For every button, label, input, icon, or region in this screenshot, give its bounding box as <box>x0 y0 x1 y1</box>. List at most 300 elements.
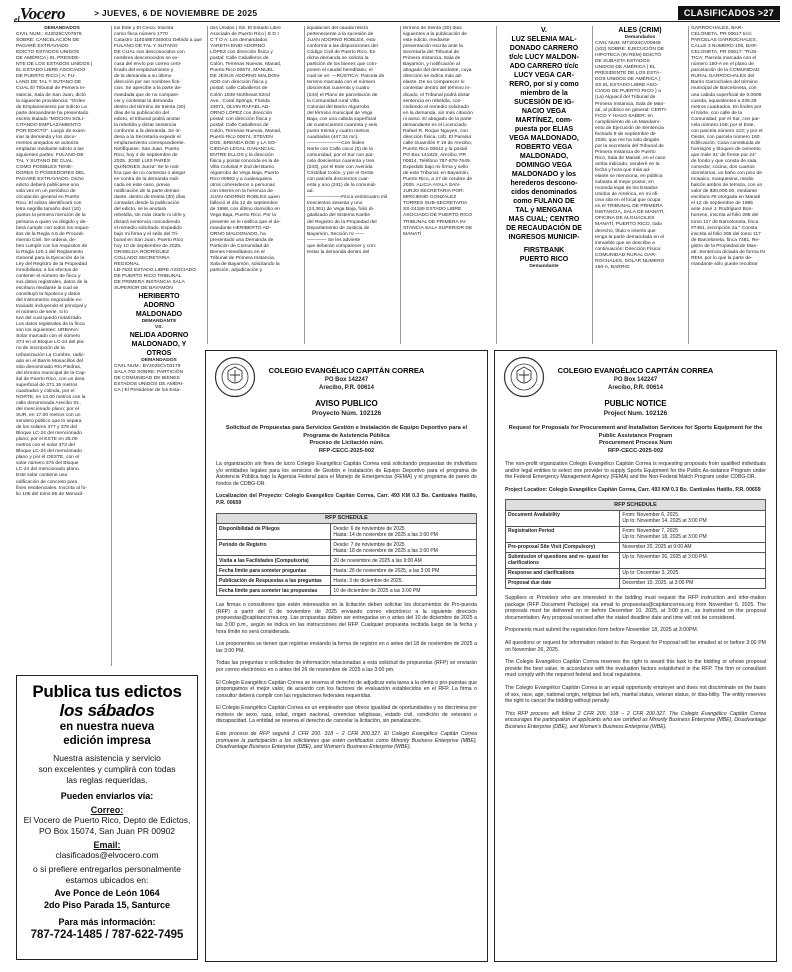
text-line: ———————Finca veinticuatro mil <box>307 195 388 201</box>
text-line: Rico, Sala de Manatí, en el caso <box>595 155 666 161</box>
text-line: trescientos sesenta y uno <box>307 201 363 207</box>
text-line: en contra de la demanda radi- <box>114 177 180 183</box>
rfp-description: Solicitud de Propuestas para Servicios Gestión e Instalación de Equipo Deportivo para el Programa de Asistencia Pública <box>225 425 468 439</box>
text-line: MANATÍ, PUERTO RICO, todo <box>595 222 662 228</box>
text-line: REGIONAL. <box>114 261 141 267</box>
text-line: Unidos de América, en mi ofi- <box>595 192 659 198</box>
text-line: ni aviso. El abogado de la parte <box>403 116 472 122</box>
text-line: homme, inscrita al folio 265 del <box>691 213 759 219</box>
text-line: de 1998, con último domicilio en <box>210 207 280 213</box>
text-line: dicha demanda se solicita la <box>307 56 369 62</box>
versus-label: V. <box>541 27 547 34</box>
text-line: gistro de la Propiedad de Man- <box>691 243 758 249</box>
text-line: cer y contestar la demanda <box>114 98 173 104</box>
text-line: liquidación del caudal relicto <box>307 26 369 31</box>
text-line: Baja, con una cabida superficial <box>307 116 377 122</box>
text-line: Vega Baja, Puerto Rico. Por la <box>210 213 277 219</box>
text-line: ORNO LÓPEZ con dirección <box>210 110 273 116</box>
text-line: CIVIL NUM. MT2024CV00848 <box>595 41 661 47</box>
notice-paragraph: The Colegio Evangélico Capitán Correa reserves the right to award this task to the bidding or whose proposal provide the best value, in accordance with the evaluation factors established in the RFP. The firm or consultant must comply with the required federal and local regulations. <box>505 659 766 679</box>
party-name: RERO, por sí y como <box>509 81 579 88</box>
text-line: ADO con dirección física y <box>210 80 268 86</box>
promo-text: o si prefiere entregarlos personalmente <box>33 864 181 874</box>
text-line: el 12 de septiembre de 1995 <box>691 201 753 207</box>
schedule-row <box>217 540 477 556</box>
notice-title: AVISO PUBLICO <box>315 399 378 408</box>
schedule-row <box>217 566 477 576</box>
party-name: DOMINGO VEGA <box>515 162 572 169</box>
schedule-row <box>506 578 766 588</box>
text-line: NORTE, en 13.00 metros con la <box>16 394 86 400</box>
org-name: COLEGIO EVANGÉLICO CAPITÁN CORREA <box>268 366 425 375</box>
text-line: Código Civil de Puerto Rico. En <box>307 50 376 56</box>
text-line: cumplimiento de un Mandami- <box>595 119 661 125</box>
promo-title: Publica tus edictos <box>32 682 182 701</box>
text-line: ENTRE ELLOS y la dirección <box>210 152 274 158</box>
text-line: cuadrados (447.34 mc). <box>307 134 359 140</box>
schedule-dates <box>620 568 766 578</box>
schedule-row <box>506 542 766 552</box>
text-line: PAGARÉ EXTRAVIADO <box>16 44 69 50</box>
text-line: Bloque LC-24 del mencionado <box>16 431 82 437</box>
text-line: PO Box 141823, Arecibo, PR <box>403 152 467 158</box>
text-line: punto treinta y cuatro metros <box>307 128 370 134</box>
text-line: letra negrilla tamaño diez (10) <box>16 207 81 213</box>
party-role: DEMANDADOS <box>141 358 177 364</box>
text-line: conforme a la demanda. Se or- <box>114 128 182 134</box>
promo-phones: 787-724-1485 / 787-622-7495 <box>30 929 184 941</box>
text-line: sus datos registrales, datos de la <box>16 279 88 285</box>
text-line: calle Guamilón # 19 de Arecibo, <box>403 140 473 146</box>
text-line: 2025, que me ha sido dirigido <box>595 137 660 143</box>
schedule-date: Desde: 6 de noviembre de 2025 <box>333 525 405 532</box>
text-line: demandante es el Licenciado <box>403 122 467 128</box>
text-line: PRESIDENTE DE LOS ESTA- <box>595 71 661 77</box>
text-line: PARCELAS GARROCHALES, <box>691 38 757 44</box>
text-line: Los datos registrales de la finca <box>16 322 85 328</box>
text-line: partición, adjudicación y <box>210 267 263 273</box>
text-line: Villa Colonial # 2nd del Barrio <box>210 165 275 171</box>
rfp-number: RFP-CECC-2025-002 <box>318 447 375 454</box>
text-line: contestar dentro del término in- <box>403 86 471 92</box>
promo-info-label: Para más información: <box>58 917 156 927</box>
schedule-item: Pre-proposal Site Visit (Compulsory) <box>506 542 620 552</box>
party-name: t/c/c LUCY MALDON- <box>509 54 579 61</box>
text-line: rebeldía, sin más citarle ni oírle y <box>114 213 186 219</box>
text-line: SOBRE: CANCELACIÓN DE <box>16 38 80 44</box>
text-line: DORES O POSEEDORES DEL <box>16 171 86 177</box>
text-line: presentación escrita ante la <box>403 44 463 50</box>
text-line: Puerto Rico 00674, MANUEL <box>210 68 274 74</box>
text-line: Norte con Calle cinco (5) de la <box>307 146 373 152</box>
text-line: bunal en San Juan, Puerto Rico <box>114 237 184 243</box>
text-line: LB-7533 ESTADO LIBRE ASOCIADO <box>114 267 196 273</box>
issue-date: > JUEVES, 6 DE NOVIEMBRE DE 2025 <box>94 8 258 18</box>
text-line: C T O A: Los demandados <box>210 38 268 44</box>
text-line: mandante HERIBERTO AD- <box>210 225 271 231</box>
text-line: ad. <box>307 189 314 195</box>
schedule-date: Desde: 7 de noviembre de 2025 <box>333 541 405 548</box>
text-line: postal: Calle Caballeros de <box>210 122 269 128</box>
text-line: 2025. JOSÉ LUIS PARÉS <box>114 159 171 165</box>
text-line: terreno marcada con el número <box>307 80 376 86</box>
text-line: Rico. El edicto identificará con <box>16 201 82 207</box>
text-line: nombres desconocidos se ex- <box>114 56 179 62</box>
party-name: ADORNO <box>143 302 175 310</box>
column-6 <box>499 26 589 344</box>
text-line: cina sita en el local que ocupa <box>595 198 661 204</box>
schedule-date: Hasta: 18 de noviembre de 2025 a las 3:00 PM <box>333 547 438 554</box>
text-line: YARETH ENID ADORNO <box>210 44 266 50</box>
notice-paragraph: Proponents must submit the registration form before November 18, 2025 at 3:00PM. <box>505 627 699 634</box>
column-divider <box>304 26 305 344</box>
text-line: SS EL ESTADO LIBRE ASO- <box>595 83 659 89</box>
schedule-date: Up to: November 26, 2025 at 3:00 PM. <box>622 554 708 561</box>
text-line: contener el número de finca y <box>16 273 81 279</box>
text-line: una cabida superficial de 0.0609 <box>691 92 762 98</box>
promo-email-link[interactable]: clasificados@elvocero.com <box>55 850 159 860</box>
rfp-process-label: Procurement Process Num <box>598 440 672 446</box>
text-line: DE JESÚS ADORNO MALDON- <box>210 74 281 80</box>
logo-el-text: el <box>14 15 20 24</box>
text-line: cediendo el remedio solicitado <box>403 104 469 110</box>
text-line: Bayamón, y notificación al <box>403 62 460 68</box>
text-line: de fondo y que consta de sala, <box>691 159 758 165</box>
text-line: HIPOTECA (IN REM) EDICTO <box>595 53 662 59</box>
text-line: cuadrados y colinda, por el <box>16 388 75 394</box>
text-line: término de treinta (30) días <box>403 26 462 31</box>
text-line: OFICINA DE ALGUACILES <box>595 216 655 222</box>
org-po-box: PO Box 142247 <box>613 377 658 383</box>
text-line: 374 en el Bloque LC-24 del pla- <box>16 340 85 346</box>
text-line: Edificación: Casa constituida de <box>691 140 761 146</box>
text-line: son los siguientes: URBANA: <box>16 328 80 334</box>
schedule-row <box>217 586 477 596</box>
text-line: sentencia en rebeldía, con- <box>403 98 462 104</box>
column-3 <box>210 26 301 344</box>
text-line: siguientes a la publicación de <box>403 32 467 38</box>
text-line: Asociado de Puerto Rico | E D I <box>210 32 279 38</box>
text-line: Barrio Garrochales del término <box>691 80 758 86</box>
text-line: balcón ambos de terraza, con un <box>691 183 763 189</box>
text-line: de este Tribunal, en Bayamón, <box>403 171 470 177</box>
schedule-item: Período de Registro <box>217 540 331 556</box>
party-name: MAS CUAL; CENTRO <box>508 216 580 223</box>
text-line: Rafael R. Roque Nguyen, con <box>403 128 468 134</box>
school-seal-icon <box>214 356 256 398</box>
text-line: partición de los bienes que com- <box>307 62 378 68</box>
text-line: Rico 00693 y a cualesquiera <box>210 177 272 183</box>
text-line: en el TRIBUNAL DE PRIMERA <box>595 204 663 210</box>
text-line: DOE, BRENDA DOE y LA SO- <box>210 140 277 146</box>
schedule-dates <box>620 526 766 542</box>
schedule-row <box>217 556 477 566</box>
promo-mail-address: PO Box 15074, San Juan PR 00902 <box>38 826 176 836</box>
text-line: los Este y El Cinco. Inscrita <box>114 26 174 31</box>
text-line: cusa del envío por correo certi- <box>114 62 182 68</box>
text-line: plano; por el ESTE en 25.00 <box>16 437 78 443</box>
text-line: conforme a las disposiciones del <box>307 44 378 50</box>
schedule-dates <box>331 566 477 576</box>
text-line: municipal de Barceloneta, con <box>691 86 757 92</box>
text-line: escritura #6 otorgada en Manatí <box>691 195 761 201</box>
rfp-schedule-table <box>505 499 766 589</box>
text-line: ASOCIADO DE PUERTO RICO <box>403 213 473 219</box>
text-line: con parcela doscientos cuar- <box>307 177 370 183</box>
org-city: Arecibo, P.R. 00614 <box>319 385 374 391</box>
notice-paragraph: Todas las preguntas o solicitudes de información relacionadas a esta solicitud de propuestas (RFP) se enviarán por correo electrónico en o antes del 26 de noviembre de 2025 a las 3:00 pm. <box>216 660 477 673</box>
rfp-process-label: Proceso de Licitación núm. <box>309 440 384 446</box>
text-line: berá cumplir con todos los requis- <box>16 225 90 231</box>
text-line: número 160-A en el plano de <box>691 62 754 68</box>
text-line: presente se le notifica que el de- <box>210 219 281 225</box>
public-notice-spanish <box>205 350 488 962</box>
text-line: (244) el Plano de parcelación de <box>307 92 378 98</box>
text-line: inar la demanda y los docu- <box>16 134 77 140</box>
notice-title: PUBLIC NOTICE <box>604 399 667 408</box>
text-line: COMUNIDAD RURAL GAR- <box>595 252 657 258</box>
text-line: Departamento de Justicia de <box>307 225 370 231</box>
text-line: edificación de concreto para <box>16 479 78 485</box>
party-name: SUCESIÓN DE IG- <box>514 99 574 106</box>
party-name: MARTÍNEZ, com- <box>515 117 573 124</box>
text-line: no de inscripción de la <box>16 346 65 352</box>
text-line: Colonial del Barrio Algarrobo <box>307 104 370 110</box>
text-line: sendero público que lo separa <box>16 419 82 425</box>
text-line: edicto deberá publicarse una <box>16 183 79 189</box>
text-line: CELONETA, PR 00617 t/c/c <box>691 32 752 38</box>
text-line: como finca número 1770 <box>114 32 168 38</box>
party-name: DE RECAUDACIÓN DE <box>506 225 582 232</box>
schedule-dates <box>620 552 766 568</box>
text-line: enta y uno (241) de la comunid- <box>307 183 377 189</box>
party-name: TAL y MENGANA <box>515 207 573 214</box>
text-line: Puerto Rico 00612 y la postal <box>403 146 467 152</box>
text-line: UNIDOS DE AMÉRICA } EL <box>595 65 656 71</box>
text-line: TAL Y SUTANO DE CUAL <box>16 159 73 165</box>
project-number: Proyecto Núm. 102126 <box>311 410 382 417</box>
text-line: EL ESTADO LIBRE ASOCIADO <box>16 68 86 74</box>
text-line: tuvi del cual quedó notarizado. <box>16 316 83 322</box>
text-line: Urbanización La Cumbre, radic- <box>16 352 86 358</box>
schedule-row <box>506 526 766 542</box>
text-line: ORNO MALDONADO, ha <box>210 231 266 237</box>
text-line: CELONETA, PR 00617: "RÚS- <box>691 50 758 56</box>
text-line: ponen el caudal hereditario, el <box>307 68 373 74</box>
versus-label: VS. <box>155 325 163 331</box>
text-line: Colón, Terrenas Nuevas, Manatí, <box>210 62 282 68</box>
text-line: LÓPEZ con dirección física y <box>210 50 273 56</box>
party-name: cidos denominados <box>511 189 577 196</box>
text-line: elante se menciona, en pública <box>595 174 663 180</box>
text-line: ben cumplir con los requisitos de <box>16 243 88 249</box>
text-line: RURAL GARROCHALES del <box>691 74 755 80</box>
org-po-box: PO Box 142247 <box>324 377 369 383</box>
notice-paragraph: This RFP process will follow 2 CFR 200. 318 – 2 CFR 200.327. The Colegio Evangélico Capitán Correa encourages the participation of applicants who are certified as Minority Business Enterprise (MBE), Disadvantage Business Enterprise (DBE), and Women's Business Enterprise (WBE). <box>505 710 766 730</box>
text-line: Solar marcado con el número <box>16 334 81 340</box>
notice-paragraph: Los proponentes se tienen que registrar enviando la forma de registro en o antes del 18 de noviembre de 2025 a las 3:00 PM. <box>216 641 477 654</box>
text-line: EDICTO ESTADOS UNIDOS <box>16 50 80 56</box>
text-line: dena a la Secretaría expedir el <box>114 134 181 140</box>
text-line: Notifíquese. San Juan, Puerto <box>114 146 180 152</box>
text-line: que mide 31' de frente por 24' <box>691 152 756 158</box>
text-line: del edicto, se le anotará <box>114 207 166 213</box>
party-name: puesta por ELIAS <box>514 126 574 133</box>
text-line: Ave., Coral Springs, Florida <box>210 98 270 104</box>
notice-paragraph: Las firmas o consultores que estén interesados en la licitación deben solicitar los documentos de Pro-puesta (RFP) a partir del 6 de noviembre de 2025 enviando correo electrónico a la siguiente dirección propuestas@capitancorrea.org. Las propuestas deben ser entregadas en o antes del 10 de diciembre de 2025 a las 3:00 p.m., según se indica en las instrucciones del RFP. Cualquier propuesta recibida luego de la fecha y hora límite no será considerada. <box>216 602 477 635</box>
schedule-date: Up to: November 14, 2025 at 3:00 PM <box>622 518 707 525</box>
text-line: siguientes partes: FULANO DE <box>16 152 84 158</box>
text-line: PAGARÉ EXTRAVIADO. Dicho <box>16 177 84 183</box>
column-7 <box>595 26 685 344</box>
text-line: cela doscientos cuarenta y tres <box>307 159 375 165</box>
schedule-dates <box>331 576 477 586</box>
text-line: comedor, cocina, dos cuartos <box>691 165 755 171</box>
text-line: mosaico, marquesina, medio <box>691 177 754 183</box>
text-line: parcelación de la COMUNIDAD <box>691 68 760 74</box>
party-name: OTROS <box>146 350 172 358</box>
text-line: el remedio solicitado. Expedido <box>114 225 182 231</box>
notice-paragraph: El Colegio Evangélico Capitán Correa es un empleador que ofrece igualdad de oportunidades y no discrimina por motivos de sexo, raza, edad, origen nacional, creencias religiosas, estado civil, condición de veterano o discapacidad. La entidad se reserva el derecho de cancelar la licitación, sin penalización. <box>216 705 477 725</box>
text-line: parte demandante ha presentado <box>16 110 89 116</box>
text-line: el número de serie, si lo <box>16 310 68 316</box>
text-line: hormigón y bloques de cemento <box>691 146 761 152</box>
text-line: calle denominada Arecibo St., <box>16 400 81 406</box>
schedule-date: From: November 6, 2025. <box>622 512 680 519</box>
text-line: dictará sentencia concediendo <box>114 219 181 225</box>
text-line: ital de Puerto Rico, con un área <box>16 376 85 382</box>
text-line: emplazar mediante edicto a las <box>16 146 84 152</box>
text-line: mandante sólo puede recobrar <box>691 261 758 267</box>
text-line: ante José J. Rodríguez Bon- <box>691 207 753 213</box>
text-line: atí, al público en general: CERTI- <box>595 107 668 113</box>
notice-paragraph: Suppliers or Providers who are interested in the bidding must request the RFP instruction and infor-mation package (RFP Document Package) via email to propuestas@capitancorrea.org from November 6, 2025. The proposals must be delivered on or before December 10, 2025, at 3:00 p.m., as instructed on the proposal documentation. Any proposal received after the stated deadline date and time will not be considered. <box>505 594 766 621</box>
org-city: Arecibo, P.R. 00614 <box>608 385 663 391</box>
text-line: mandada que de no compare- <box>114 92 180 98</box>
text-line: dicado, el Tribunal podrá dictar <box>403 92 470 98</box>
text-line: plano y por el OESTE, con el <box>16 455 80 461</box>
text-line: DE CUAL son desconocidos con <box>114 50 185 56</box>
schedule-item: Proposal due date <box>506 578 620 588</box>
table-title: RFP SCHEDULE <box>506 500 766 511</box>
text-line: CIVIL NUM.: SJ2025CV07678 <box>16 32 82 38</box>
text-line: gitalizado del Sistema Karibe <box>307 213 371 219</box>
text-line: solar número 375 del Bloque <box>16 461 79 467</box>
party-name: ROBERTO VEGA <box>515 144 573 151</box>
text-line: escritura mediante la cual se <box>16 286 79 292</box>
rfp-schedule-table <box>216 513 477 597</box>
page-header <box>14 6 780 22</box>
text-line: Algarrobo de Vega Baja, Puerto <box>210 171 279 177</box>
text-line: notificación de la parte deman- <box>114 189 181 195</box>
column-divider <box>496 26 497 344</box>
text-line: Demandados <box>624 35 656 40</box>
text-line: INSTANCIA, SALA DE MANATÍ, <box>595 210 665 216</box>
promo-text: Nuestra asistencia y servicio <box>53 753 161 763</box>
text-line: cuerda, equivalentes a 239.29 <box>691 98 757 104</box>
party-name: PUERTO RICO <box>519 256 569 263</box>
column-divider <box>592 26 593 344</box>
text-line: CUAL El Tribunal de Primera In- <box>16 86 86 92</box>
column-5 <box>403 26 493 344</box>
text-line: LC-24 del mencionado plano. <box>16 467 80 473</box>
promo-send-via: Pueden enviarlos vía: <box>60 791 154 801</box>
text-line: perteneciente a la sucesión de <box>307 32 374 38</box>
text-line: GARROCHALES, BAR- <box>691 26 743 31</box>
schedule-date: Hasta: 26 de noviembre de 2025, a las 3:00 PM <box>333 567 440 574</box>
text-line: Bloque LC-24 del mencionado <box>16 449 82 455</box>
text-line: tenga la parte demandada en el <box>595 234 665 240</box>
party-name: NACIO VEGA <box>521 108 567 115</box>
text-line: metros cuadrados. En lindes por <box>691 104 762 110</box>
party-name: MALDONADO, <box>519 153 569 160</box>
text-line: tomo 117 de Barceloneta, finca <box>691 219 759 225</box>
text-line: dirección se indica más ad- <box>403 74 463 80</box>
party-role: Demandante <box>529 264 559 269</box>
text-line: 00614. Teléfono 787-878-7649. <box>403 159 471 165</box>
text-line: Ley del Registro de la Propiedad <box>16 261 87 267</box>
text-line: POR EDICTO". Luego de exam- <box>16 128 87 134</box>
text-line: TRIBUNAL DE PRIMERA IN- <box>403 219 467 225</box>
schedule-row <box>217 576 477 586</box>
text-line: cela número 159; por el Este, <box>691 122 755 128</box>
text-line: de Emplazamiento por Edicto La <box>16 104 87 110</box>
text-line: persona a quien va dirigido y de- <box>16 219 87 225</box>
promo-location: 2do Piso Parada 15, Santurce <box>43 900 171 910</box>
el-vocero-logo <box>14 4 65 22</box>
text-line: Cristóbal Colón, y por el Oeste <box>307 171 374 177</box>
schedule-date: From: November 7, 2025 <box>622 528 678 535</box>
text-line: CA | El Presidente de los Esta- <box>114 388 181 394</box>
text-line: LANO DE TAL Y SUTANO DE <box>16 80 82 86</box>
text-line: COLLADO SECRETARIA <box>114 255 170 261</box>
text-line: lio 106 del tomo 85 de Monacil- <box>16 491 84 497</box>
party-name: FIRSTBANK <box>523 247 565 254</box>
text-line: del Registro de la Propiedad del <box>307 219 377 225</box>
text-line: ———— Se les advierte <box>307 237 361 243</box>
text-line: FICO Y HAGO SABER: en <box>595 113 653 119</box>
text-line: QUIÑONES Jueza" Se le noti- <box>114 165 180 171</box>
text-line: inmueble que se describe a <box>595 240 655 246</box>
text-line: elante. De no comparecer ni <box>403 80 465 86</box>
text-line: 160-A, BARRIO <box>595 264 630 270</box>
column-4 <box>307 26 397 344</box>
text-line: DE AMÉRICA | EL PRESIDE- <box>16 56 81 62</box>
text-line: Primera Instancia, Sala de Man- <box>595 101 665 107</box>
text-line: escrito titulado "MOCION SOLI- <box>16 116 85 122</box>
text-line: subasta al mejor postor, en <box>595 180 654 186</box>
rfp-number: RFP-CECC-2025-002 <box>607 447 664 454</box>
schedule-item: Response and clarifications <box>506 568 620 578</box>
schedule-date: December 10, 2025, at 3:00 PM <box>622 580 694 587</box>
schedule-item: Submission of questions and re- quest for clarifications <box>506 552 620 568</box>
text-line: Puerto Rico, a 27 de octubre de <box>403 177 473 183</box>
notice-paragraph: The Colegio Evangélico Capitán Correa is an equal opportunity employer and does not discriminate on the basis of sex, race, age, national origin, religious bel iefs, marital status, veteran status, or disa-bility. The entity reserves the right to cancel the bidding without penalty. <box>505 684 766 705</box>
text-line: STANCIA SALA SUPERIOR DE <box>403 225 473 231</box>
text-line: MANATÍ <box>403 231 422 237</box>
text-line: del término municipal de Vega <box>307 110 373 116</box>
schedule-dates <box>331 586 477 596</box>
text-line: #7481, inscripción 2a." Consta <box>691 225 758 231</box>
column-divider <box>111 26 112 666</box>
text-line: (102) SOBRE: EJECUCIÓN DE <box>595 47 665 53</box>
promo-email-label: Email: <box>93 840 121 850</box>
text-line: Comunidad; por el Sur, con par- <box>691 116 761 122</box>
text-line: SALA 702 SOBRE: PARTICIÓN <box>114 370 184 376</box>
text-line: TORRES SUB-SECRETARIA <box>403 201 468 207</box>
text-line: JUAN ADORNO ROBLES, esto <box>307 38 376 44</box>
schedule-row <box>506 552 766 568</box>
